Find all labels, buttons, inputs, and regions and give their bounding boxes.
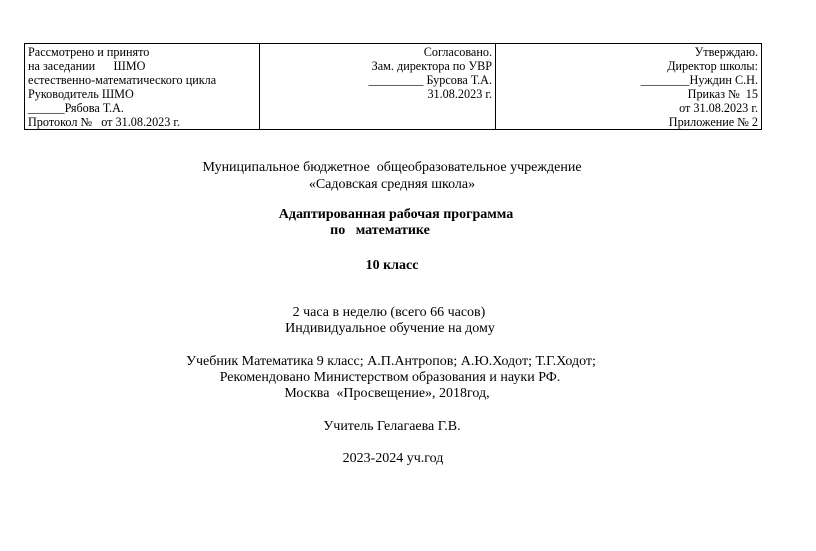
textbook-publisher: Москва «Просвещение», 2018год, xyxy=(284,386,490,401)
approval-cell-reviewed xyxy=(25,44,260,130)
approved-line: Приказ № 15 xyxy=(687,87,758,101)
hours-per-week: 2 часа в неделю (всего 66 часов) xyxy=(292,305,486,320)
education-form: Индивидуальное обучение на дому xyxy=(285,321,495,336)
agreed-line: Зам. директора по УВР xyxy=(371,59,492,73)
textbook-recommendation: Рекомендовано Министерством образования и науки РФ. xyxy=(219,370,561,385)
agreed-line: 31.08.2023 г. xyxy=(427,87,492,101)
academic-year: 2023-2024 уч.год xyxy=(342,451,444,466)
reviewed-line: Руководитель ШМО xyxy=(28,87,134,101)
agreed-line: _________ Бурсова Т.А. xyxy=(368,73,492,87)
reviewed-line: естественно-математического цикла xyxy=(28,73,217,87)
textbook-line: Учебник Математика 9 класс; А.П.Антропов; А.Ю.Ходот; Т.Г.Ходот; xyxy=(186,354,596,369)
approved-line: ________Нуждин С.Н. xyxy=(640,73,758,87)
approved-line: от 31.08.2023 г. xyxy=(679,101,758,115)
reviewed-line: Протокол № от 31.08.2023 г. xyxy=(28,115,181,129)
reviewed-line: на заседании ШМО xyxy=(28,59,146,73)
grade-label: 10 класс xyxy=(365,258,419,273)
reviewed-line: ______Рябова Т.А. xyxy=(28,101,124,115)
approved-line: Директор школы: xyxy=(667,59,758,73)
reviewed-line: Рассмотрено и принято xyxy=(28,45,150,59)
agreed-line: Согласовано. xyxy=(423,45,492,59)
program-subject: по математике xyxy=(330,223,430,238)
approved-line: Утверждаю. xyxy=(694,45,758,59)
approved-line: Приложение № 2 xyxy=(668,115,758,129)
approval-table xyxy=(24,43,762,130)
teacher-name: Учитель Гелагаева Г.В. xyxy=(323,419,461,434)
school-name: «Садовская средняя школа» xyxy=(308,177,476,192)
program-title: Адаптированная рабочая программа xyxy=(278,207,514,222)
approval-cell-approved xyxy=(496,44,762,130)
institution-name: Муниципальное бюджетное общеобразовательное учреждение xyxy=(202,160,582,175)
approval-cell-agreed xyxy=(260,44,496,130)
